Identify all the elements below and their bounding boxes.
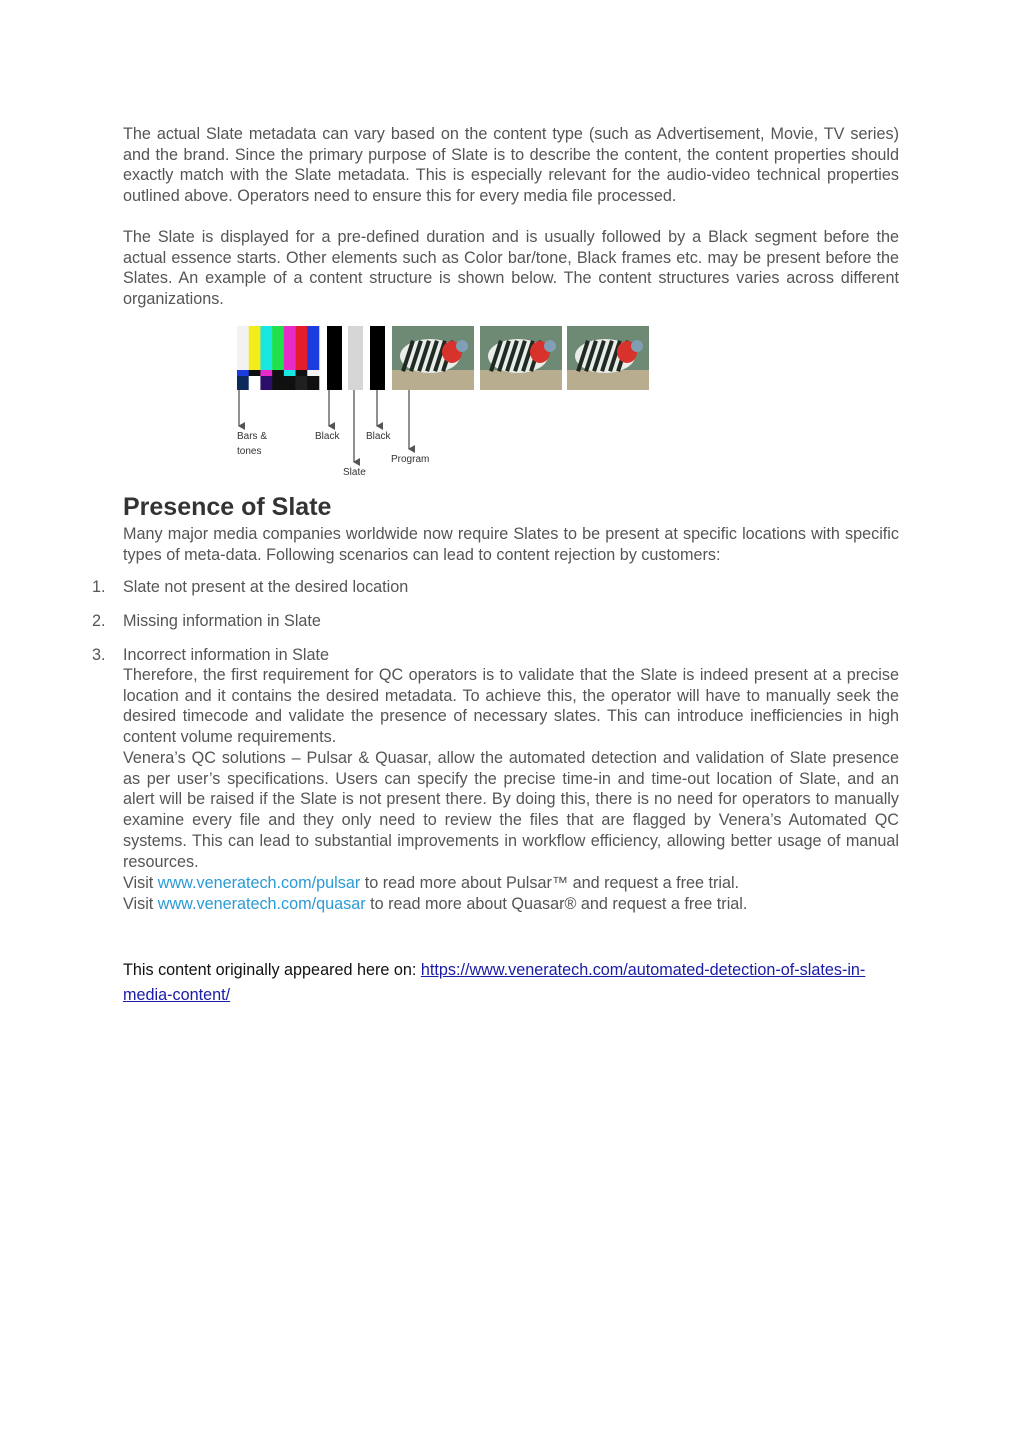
- color-bar: [237, 326, 249, 370]
- list-number: 3.: [92, 646, 106, 664]
- color-bar-lower: [249, 370, 261, 376]
- pulsar-link[interactable]: www.veneratech.com/pulsar: [157, 874, 361, 892]
- program-frame-3: [567, 326, 649, 390]
- label-slate: Slate: [343, 467, 366, 478]
- black-frame-2: [370, 326, 385, 390]
- paragraph-therefore: Therefore, the first requirement for QC operators is to validate that the Slate is indeed present at a precise location and it contains the desired metadata. To achieve this, the operator will have to manually seek the desired timecode and validate the presence of necessary slates. This can introduce inefficiencies in high content volume requirements.: [123, 666, 899, 747]
- paragraph-presence-intro: Many major media companies worldwide now require Slates to be present at specific locations with specific types of meta-data. Following scenarios can lead to content rejection by customers:: [123, 525, 899, 564]
- source-attribution: [123, 958, 899, 1008]
- color-bar-lower: [296, 370, 308, 376]
- visit-pulsar-line: [123, 873, 899, 894]
- section-title: Presence of Slate: [123, 493, 332, 521]
- color-bar: [307, 326, 319, 370]
- list-text: Slate not present at the desired location: [123, 578, 409, 596]
- source-prefix: This content originally appeared here on:: [123, 961, 421, 979]
- program-sand: [480, 370, 562, 390]
- color-bar-bottom: [296, 376, 308, 390]
- quasar-link[interactable]: www.veneratech.com/quasar: [157, 895, 366, 913]
- color-bar: [249, 326, 261, 370]
- program-frame-2: [480, 326, 562, 390]
- visit-suffix: to read more about Quasar® and request a free trial.: [365, 895, 748, 913]
- visit-suffix: to read more about Pulsar™ and request a free trial.: [360, 874, 740, 892]
- slate-frame: [348, 326, 363, 390]
- list-item: [92, 577, 898, 598]
- source-link[interactable]: https://www.veneratech.com/automated-detection-of-slates-in-media-content/: [123, 961, 866, 1004]
- label-bars-line2: tones: [237, 446, 262, 457]
- program-frame-1: [392, 326, 474, 390]
- label-black-2: Black: [366, 431, 391, 442]
- color-bar-lower: [260, 370, 272, 376]
- color-bar-bottom: [249, 376, 261, 390]
- list-text: Incorrect information in Slate: [123, 646, 330, 664]
- bubble: [631, 340, 643, 352]
- color-bar-lower: [237, 370, 249, 376]
- color-bar-bottom: [307, 376, 319, 390]
- color-bar-bottom: [272, 376, 284, 390]
- color-bars-frame: [237, 326, 319, 390]
- list-text: Missing information in Slate: [123, 612, 321, 630]
- color-bar: [272, 326, 284, 370]
- content-structure-diagram: [232, 322, 656, 484]
- list-number: 2.: [92, 612, 106, 630]
- program-sand: [567, 370, 649, 390]
- visit-prefix: Visit: [123, 874, 158, 892]
- color-bar-lower: [272, 370, 284, 376]
- color-bar: [296, 326, 308, 370]
- paragraph-slate-metadata: The actual Slate metadata can vary based on the content type (such as Advertisement, Movie, TV series) and the brand. Since the primary purpose of Slate is to describe the content, the content properties should exactly match with the Slate metadata. This is especially relevant for the audio-video technical properties outlined above. Operators need to ensure this for every media file processed.: [123, 125, 899, 206]
- color-bar-bottom: [260, 376, 272, 390]
- color-bar-bottom: [237, 376, 249, 390]
- paragraph-venera-solutions: Venera’s QC solutions – Pulsar & Quasar, allow the automated detection and validation of Slate presence as per user’s specifications. Users can specify the precise time-in and time-out location of Slate, and an alert will be raised if the Slate is not present there. By doing this, there is no need for operators to manually examine every file and they only need to review the files that are flagged by Venera’s Automated QC systems. This can lead to substantial improvements in workflow efficiency, allowing better usage of manual resources.: [123, 749, 899, 871]
- black-frame-1: [327, 326, 342, 390]
- label-program: Program: [391, 454, 430, 465]
- bubble: [456, 340, 468, 352]
- list-item: [92, 645, 898, 666]
- color-bar-lower: [284, 370, 296, 376]
- label-bars-line1: Bars &: [237, 431, 268, 442]
- list-item: [92, 611, 898, 632]
- color-bar: [260, 326, 272, 370]
- visit-prefix: Visit: [123, 895, 158, 913]
- color-bar-lower: [307, 370, 319, 376]
- list-number: 1.: [92, 578, 106, 596]
- program-sand: [392, 370, 474, 390]
- color-bar: [284, 326, 296, 370]
- paragraph-slate-duration: The Slate is displayed for a pre-defined duration and is usually followed by a Black segment before the actual essence starts. Other elements such as Color bar/tone, Black frames etc. may be present before the Slates. An example of a content structure is shown below. The content structures varies across different organizations.: [123, 228, 899, 309]
- label-black-1: Black: [315, 431, 340, 442]
- visit-quasar-line: [123, 894, 899, 915]
- color-bar-bottom: [284, 376, 296, 390]
- bubble: [544, 340, 556, 352]
